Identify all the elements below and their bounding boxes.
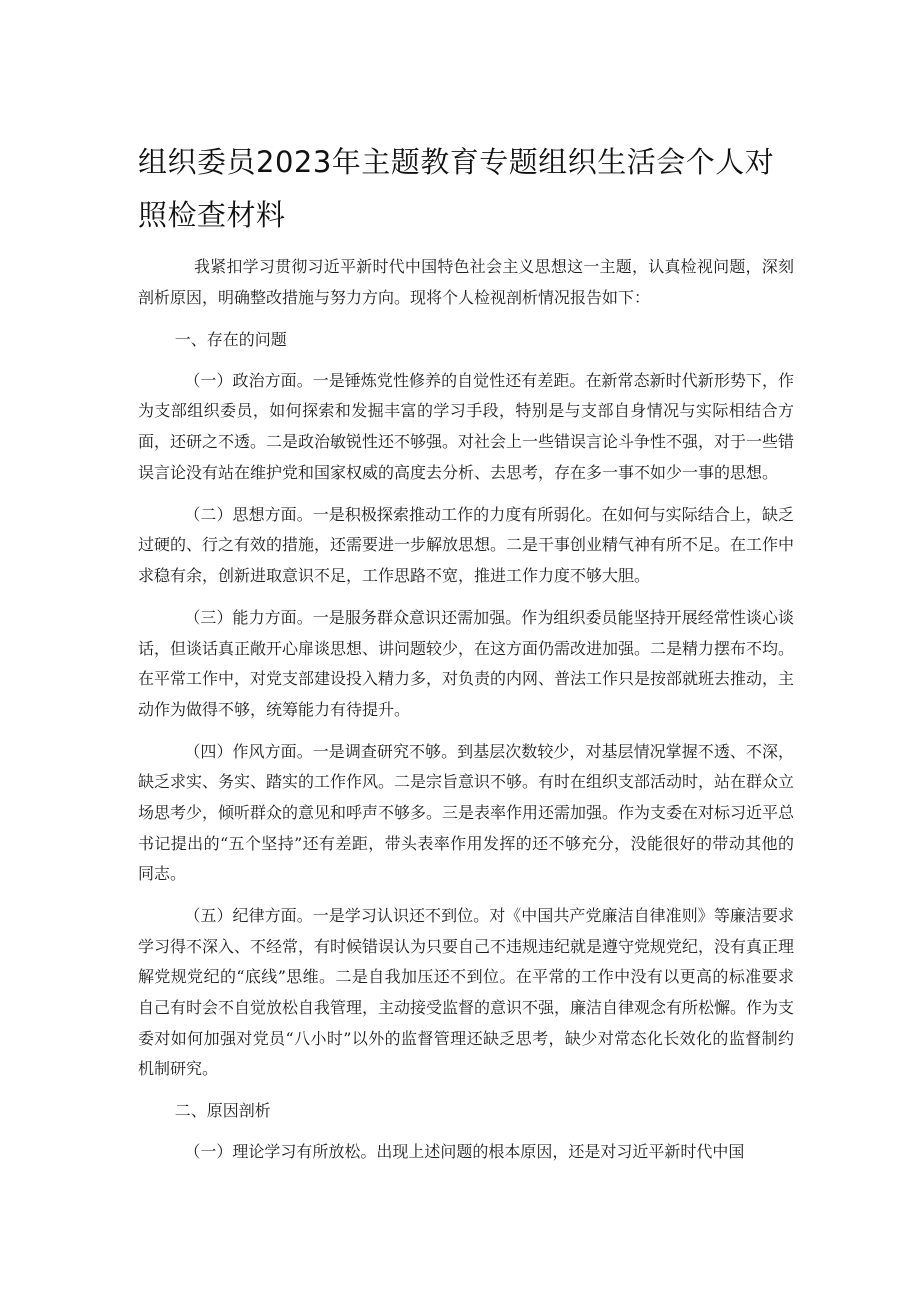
paragraph-political: （一）政治方面。一是锤炼党性修养的自觉性还有差距。在新常态新时代新形势下，作为支部组织委员，如何探索和发掘丰富的学习手段，特别是与支部自身情况与实际相结合方面，还研之不透。二是政治敏锐性还不够强。对社会上一些错误言论斗争性不强，对于一些错误言论没有站在维护党和国家权威的高度去分析、去思考，存在多一事不如少一事的思想。 bbox=[138, 370, 795, 482]
section-heading-causes: 二、原因剖析 bbox=[174, 1101, 271, 1121]
paragraph-discipline: （五）纪律方面。一是学习认识还不到位。对《中国共产党廉洁自律准则》等廉洁要求学习得不深入、不经常，有时候错误认为只要自己不违规违纪就是遵守党规党纪，没有真正理解党规党纪的“底线”思维。二是自我加压还不到位。在平常的工作中没有以更高的标准要求自己有时会不自觉放松自我管理，主动接受监督的意识不强，廉洁自律观念有所松懈。作为支委对如何加强对党员“八小时”以外的监督管理还缺乏思考，缺少对常态化长效化的监督制约机制研究。 bbox=[138, 906, 795, 1079]
paragraph-ability: （三）能力方面。一是服务群众意识还需加强。作为组织委员能坚持开展经常性谈心谈话，但谈话真正敞开心扉谈思想、讲问题较少，在这方面仍需改进加强。二是精力摆布不均。在平常工作中，对党支部建设投入精力多，对负责的内网、普法工作只是按部就班去推动，主动作为做得不够，统筹能力有待提升。 bbox=[138, 607, 795, 719]
paragraph-style: （四）作风方面。一是调查研究不够。到基层次数较少，对基层情况掌握不透、不深，缺乏求实、务实、踏实的工作作风。二是宗旨意识不够。有时在组织支部活动时，站在群众立场思考少，倾听群众的意见和呼声不够多。三是表率作用还需加强。作为支委在对标习近平总书记提出的“五个坚持”还有差距，带头表率作用发挥的还不够充分，没能很好的带动其他的同志。 bbox=[138, 741, 795, 884]
document-body bbox=[138, 252, 794, 1168]
intro-paragraph: 我紧扣学习贯彻习近平新时代中国特色社会主义思想这一主题，认真检视问题，深刻剖析原因，明确整改措施与努力方向。现将个人检视剖析情况报告如下： bbox=[138, 257, 794, 307]
paragraph-thought: （二）思想方面。一是积极探索推动工作的力度有所弱化。在如何与实际结合上，缺乏过硬的、行之有效的措施，还需要进一步解放思想。二是干事创业精气神有所不足。在工作中求稳有余，创新进取意识不足，工作思路不宽，推进工作力度不够大胆。 bbox=[138, 504, 795, 585]
section-heading-problems: 一、存在的问题 bbox=[174, 329, 287, 349]
document-title: 组织委员2023年主题教育专题组织生活会个人对照检查材料 bbox=[138, 145, 775, 232]
paragraph-theory-study: （一）理论学习有所放松。出现上述问题的根本原因，还是对习近平新时代中国 bbox=[184, 1142, 745, 1162]
